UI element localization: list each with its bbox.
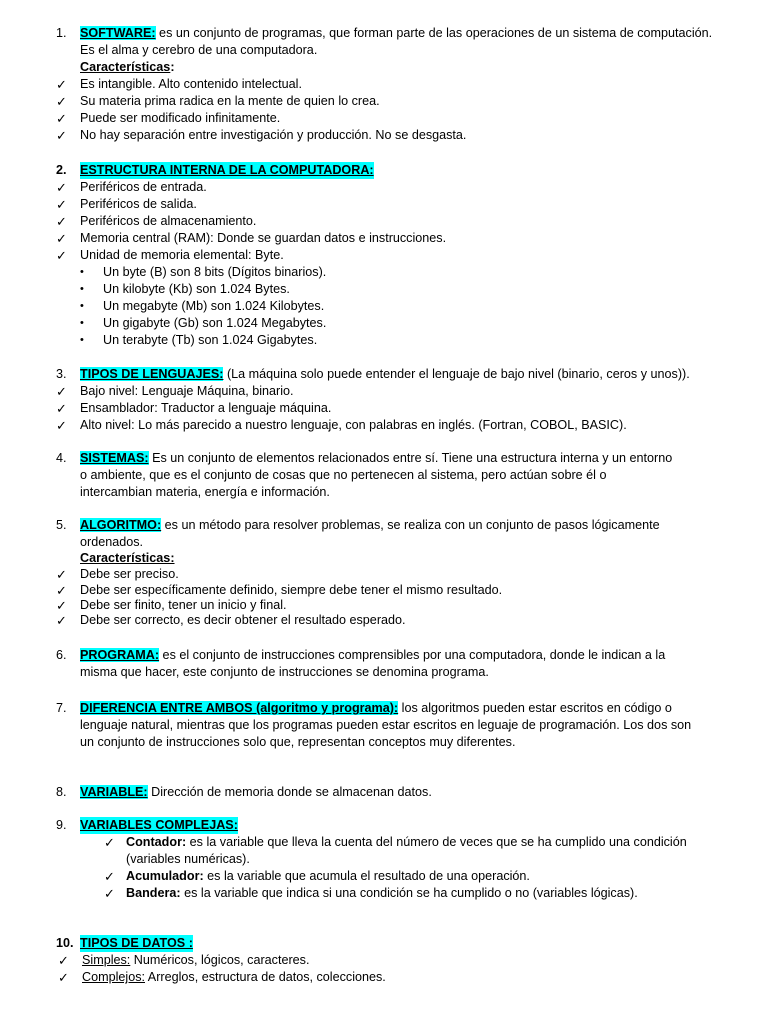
check-item-text: Debe ser específicamente definido, siempre debe tener el mismo resultado.	[80, 583, 503, 597]
check-item-text: Periféricos de salida.	[80, 197, 197, 211]
section-heading: TIPOS DE LENGUAJES:	[80, 367, 224, 381]
bullet-item-text: Un megabyte (Mb) son 1.024 Kilobytes.	[103, 299, 325, 313]
section-text: es un conjunto de programas, que forman parte de las operaciones de un sistema de computación.	[155, 26, 713, 40]
bullet-icon: •	[80, 283, 84, 295]
term: Contador:	[126, 835, 187, 849]
checkmark-icon: ✓	[104, 886, 115, 901]
checkmark-icon: ✓	[56, 128, 67, 143]
section-number: 10.	[56, 936, 74, 950]
check-item-text: es la variable que indica si una condición se ha cumplido o no (variables lógicas).	[180, 886, 638, 900]
section-text: es el conjunto de instrucciones comprensibles por una computadora, donde le indican a la	[159, 648, 666, 662]
term: Complejos:	[82, 970, 145, 984]
checkmark-icon: ✓	[56, 180, 67, 195]
checkmark-icon: ✓	[56, 598, 67, 613]
section-text: un conjunto de instrucciones solo que, representan conceptos muy diferentes.	[80, 735, 516, 749]
bullet-icon: •	[80, 317, 84, 329]
check-item-text: es la variable que acumula el resultado de una operación.	[203, 869, 530, 883]
check-item-text: Debe ser preciso.	[80, 567, 179, 581]
check-item-text: Unidad de memoria elemental: Byte.	[80, 248, 284, 262]
check-item-text: Es intangible. Alto contenido intelectual.	[80, 77, 302, 91]
section-text: Dirección de memoria donde se almacenan datos.	[147, 785, 432, 799]
section-heading: ALGORITMO:	[80, 518, 162, 532]
check-item-text: Bajo nivel: Lenguaje Máquina, binario.	[80, 384, 294, 398]
section-text: Es el alma y cerebro de una computadora.	[80, 43, 318, 57]
section-number: 5.	[56, 518, 67, 532]
section-text: (La máquina solo puede entender el lenguaje de bajo nivel (binario, ceros y unos)).	[223, 367, 690, 381]
checkmark-icon: ✓	[56, 401, 67, 416]
check-item-text: Numéricos, lógicos, caracteres.	[130, 953, 310, 967]
checkmark-icon: ✓	[56, 613, 67, 628]
section-text: es un método para resolver problemas, se realiza con un conjunto de pasos lógicamente	[161, 518, 660, 532]
section-heading: ESTRUCTURA INTERNA DE LA COMPUTADORA:	[80, 163, 374, 177]
section-text: misma que hacer, este conjunto de instrucciones se denomina programa.	[80, 665, 489, 679]
section-text: lenguaje natural, mientras que los programas pueden estar escritos en leguaje de programación. Los dos son	[80, 718, 692, 732]
bullet-icon: •	[80, 300, 84, 312]
section-text: Es un conjunto de elementos relacionados entre sí. Tiene una estructura interna y un entorno	[148, 451, 673, 465]
term: Acumulador:	[126, 869, 204, 883]
section-number: 7.	[56, 701, 67, 715]
section-number: 3.	[56, 367, 67, 381]
section-heading: SOFTWARE:	[80, 26, 156, 40]
check-item-text: Debe ser correcto, es decir obtener el resultado esperado.	[80, 613, 406, 627]
checkmark-icon: ✓	[56, 248, 67, 263]
section-number: 9.	[56, 818, 67, 832]
section-number: 2.	[56, 163, 67, 177]
section-number: 4.	[56, 451, 67, 465]
subheading	[80, 59, 175, 76]
section-heading: DIFERENCIA ENTRE AMBOS (algoritmo y programa):	[80, 701, 399, 715]
checkmark-icon: ✓	[56, 583, 67, 598]
check-item-text: Debe ser finito, tener un inicio y final.	[80, 598, 287, 612]
check-item-text: Ensamblador: Traductor a lenguaje máquina.	[80, 401, 332, 415]
subheading: Características:	[80, 551, 175, 565]
section-heading: SISTEMAS:	[80, 451, 149, 465]
check-item-text: es la variable que lleva la cuenta del número de veces que se ha cumplido una condición	[186, 835, 687, 849]
bullet-item-text: Un gigabyte (Gb) son 1.024 Megabytes.	[103, 316, 327, 330]
checkmark-icon: ✓	[56, 567, 67, 582]
bullet-item-text: Un kilobyte (Kb) son 1.024 Bytes.	[103, 282, 290, 296]
check-item-text: Puede ser modificado infinitamente.	[80, 111, 281, 125]
checkmark-icon: ✓	[56, 94, 67, 109]
section-text: o ambiente, que es el conjunto de cosas que no pertenecen al sistema, pero actúan sobre él o	[80, 468, 607, 482]
section-number: 1.	[56, 26, 67, 40]
bullet-item-text: Un terabyte (Tb) son 1.024 Gigabytes.	[103, 333, 318, 347]
bullet-item-text: Un byte (B) son 8 bits (Dígitos binarios).	[103, 265, 327, 279]
check-item-text: Periféricos de entrada.	[80, 180, 207, 194]
check-item-text: Periféricos de almacenamiento.	[80, 214, 257, 228]
check-item-text: Memoria central (RAM): Donde se guardan datos e instrucciones.	[80, 231, 447, 245]
check-item-text: No hay separación entre investigación y producción. No se desgasta.	[80, 128, 467, 142]
checkmark-icon: ✓	[104, 835, 115, 850]
subheading-colon: :	[170, 60, 175, 74]
checkmark-icon: ✓	[56, 214, 67, 229]
check-item-text: (variables numéricas).	[126, 852, 250, 866]
checkmark-icon: ✓	[56, 197, 67, 212]
checkmark-icon: ✓	[56, 111, 67, 126]
term: Simples:	[82, 953, 131, 967]
section-number: 6.	[56, 648, 67, 662]
section-heading: VARIABLES COMPLEJAS:	[80, 818, 238, 832]
bullet-icon: •	[80, 334, 84, 346]
check-item-text: Alto nivel: Lo más parecido a nuestro lenguaje, con palabras en inglés. (Fortran, COBOL, BASIC).	[80, 418, 627, 432]
section-text: los algoritmos pueden estar escritos en código o	[398, 701, 672, 715]
checkmark-icon: ✓	[58, 953, 69, 968]
section-text: ordenados.	[80, 535, 144, 549]
checkmark-icon: ✓	[56, 231, 67, 246]
check-item-text: Su materia prima radica en la mente de quien lo crea.	[80, 94, 380, 108]
section-number: 8.	[56, 785, 67, 799]
checkmark-icon: ✓	[58, 970, 69, 985]
term: Bandera:	[126, 886, 181, 900]
checkmark-icon: ✓	[56, 418, 67, 433]
section-heading: TIPOS DE DATOS :	[80, 936, 193, 950]
checkmark-icon: ✓	[104, 869, 115, 884]
section-heading: PROGRAMA:	[80, 648, 160, 662]
bullet-icon: •	[80, 266, 84, 278]
checkmark-icon: ✓	[56, 77, 67, 92]
section-text: intercambian materia, energía e información.	[80, 485, 330, 499]
subheading-label: Características	[80, 60, 171, 74]
section-heading: VARIABLE:	[80, 785, 148, 799]
check-item-text: Arreglos, estructura de datos, colecciones.	[145, 970, 386, 984]
checkmark-icon: ✓	[56, 384, 67, 399]
